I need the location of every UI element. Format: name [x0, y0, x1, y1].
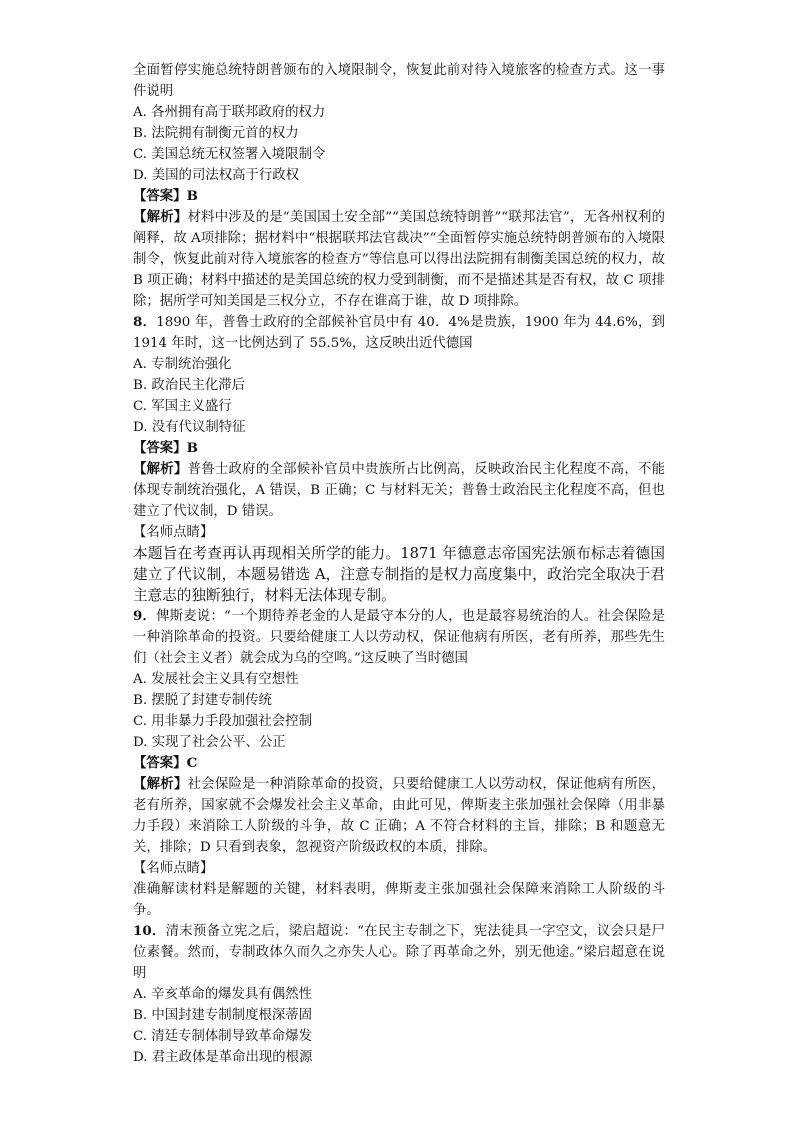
q10-option-d: D. 君主政体是革命出现的根源 [133, 1050, 313, 1065]
question-number: 10． [133, 923, 166, 939]
q10-stem [133, 921, 665, 984]
question-text: 俾斯麦说：“一个期待养老金的人是最守本分的人，也是最容易统治的人。社会保险是一种消除革命的投资。只要给健康工人以劳动权，保证他病有所医，老有所养，那些先生们（社会主义者）就会成为乌的空鸣。”这反映了当时德国 [133, 609, 666, 666]
q8-stem [133, 312, 665, 354]
q9-stem [133, 606, 665, 669]
analysis-label: 【解析】 [133, 209, 188, 225]
q8-option-b: B. 政治民主化滞后 [133, 378, 246, 393]
q7-option-c: C. 美国总统无权签署入境限制令 [133, 147, 326, 162]
q8-option-a: A. 专制统治强化 [133, 357, 232, 372]
question-text: 清末预备立宪之后，梁启超说：“在民主专制之下，宪法徒具一字空文，议会只是尸位素餐。然而，专制政体久而久之亦失人心。除了再革命之外，别无他途。”梁启超意在说明 [133, 924, 665, 981]
document-page [133, 60, 665, 1068]
q10-option-b: B. 中国封建专制制度根深蒂固 [133, 1008, 313, 1023]
q9-answer [133, 753, 665, 774]
q8-tip-label: 【名师点睛】 [133, 525, 214, 540]
analysis-text: 社会保险是一种消除革命的投资，只要给健康工人以劳动权，保证他病有所医，老有所养，国家就不会爆发社会主义革命，由此可见，俾斯麦主张加强社会保障（用非暴力手段）来消除工人阶级的斗争，故 C 正确；A 不符合材料的主旨，排除；B 和题意无关，排除；D 只看到表象，忽视资产阶级政权的本质，排除。 [133, 777, 666, 855]
q9-option-c: C. 用非暴力手段加强社会控制 [133, 714, 312, 729]
q9-tip: 准确解读材料是解题的关键，材料表明，俾斯麦主张加强社会保障来消除工人阶级的斗争。 [133, 882, 665, 918]
q10-option-c: C. 清廷专制体制导致革命爆发 [133, 1029, 312, 1044]
q7-answer [133, 186, 665, 207]
q9-option-b: B. 摆脱了封建专制传统 [133, 693, 272, 708]
analysis-text: 材料中涉及的是“美国国土安全部”“美国总统特朗普”“联邦法官”，无各州权利的阐释，故 A项排除；据材料中“根据联邦法官裁决”“全面暂停实施总统特朗普颁布的入境限制令，恢复此前对待入境旅客的检查方”等信息可以得出法院拥有制衡美国总统的权力，故 B 项正确；材料中描述的是美国总统的权力受到制衡，而不是描述其是否有权，故 C 项排除；据所学可知美国是三权分立，不存在谁高于谁，故 D 项排除。 [133, 210, 666, 309]
q10-option-a: A. 辛亥革命的爆发具有偶然性 [133, 987, 312, 1002]
q8-tip: 本题旨在考查再认再现相关所学的能力。1871 年德意志帝国宪法颁布标志着德国建立了代议制，本题易错选 A，注意专制指的是权力高度集中，政治完全取决于君主意志的独断独行，材料无法体现专制。 [133, 545, 665, 604]
question-number: 9． [133, 608, 157, 624]
question-number: 8． [133, 314, 157, 330]
q9-tip-label: 【名师点睛】 [133, 861, 214, 876]
q8-option-c: C. 军国主义盛行 [133, 399, 232, 414]
analysis-text: 普鲁士政府的全部候补官员中贵族所占比例高，反映政治民主化程度不高，不能体现专制统治强化，A 错误，B 正确；C 与材料无关；普鲁士政治民主化程度不高，但也建立了代议制，D 错误。 [133, 462, 666, 519]
analysis-label: 【解析】 [133, 776, 188, 792]
q7-stem: 全面暂停实施总统特朗普颁布的入境限制令，恢复此前对待入境旅客的检查方式。这一事件说明 [133, 63, 665, 99]
q9-option-a: A. 发展社会主义具有空想性 [133, 672, 299, 687]
q9-analysis [133, 774, 665, 858]
question-text: 1890 年，普鲁士政府的全部候补官员中有 40．4%是贵族，1900 年为 44.6%，到 1914 年时，这一比例达到了 55.5%，这反映出近代德国 [133, 315, 665, 351]
answer-value: B [186, 440, 198, 456]
answer-label: 【答案】 [133, 188, 187, 204]
answer-value: C [186, 755, 198, 771]
answer-value: B [186, 188, 198, 204]
answer-label: 【答案】 [133, 440, 187, 456]
answer-label: 【答案】 [133, 755, 187, 771]
q8-analysis [133, 459, 665, 522]
q7-analysis [133, 207, 665, 312]
q8-option-d: D. 没有代议制特征 [133, 420, 246, 435]
q9-option-d: D. 实现了社会公平、公正 [133, 735, 286, 750]
q8-answer [133, 438, 665, 459]
analysis-label: 【解析】 [133, 461, 188, 477]
q7-option-a: A. 各州拥有高于联邦政府的权力 [133, 105, 326, 120]
q7-option-d: D. 美国的司法权高于行政权 [133, 168, 300, 183]
q7-option-b: B. 法院拥有制衡元首的权力 [133, 126, 299, 141]
